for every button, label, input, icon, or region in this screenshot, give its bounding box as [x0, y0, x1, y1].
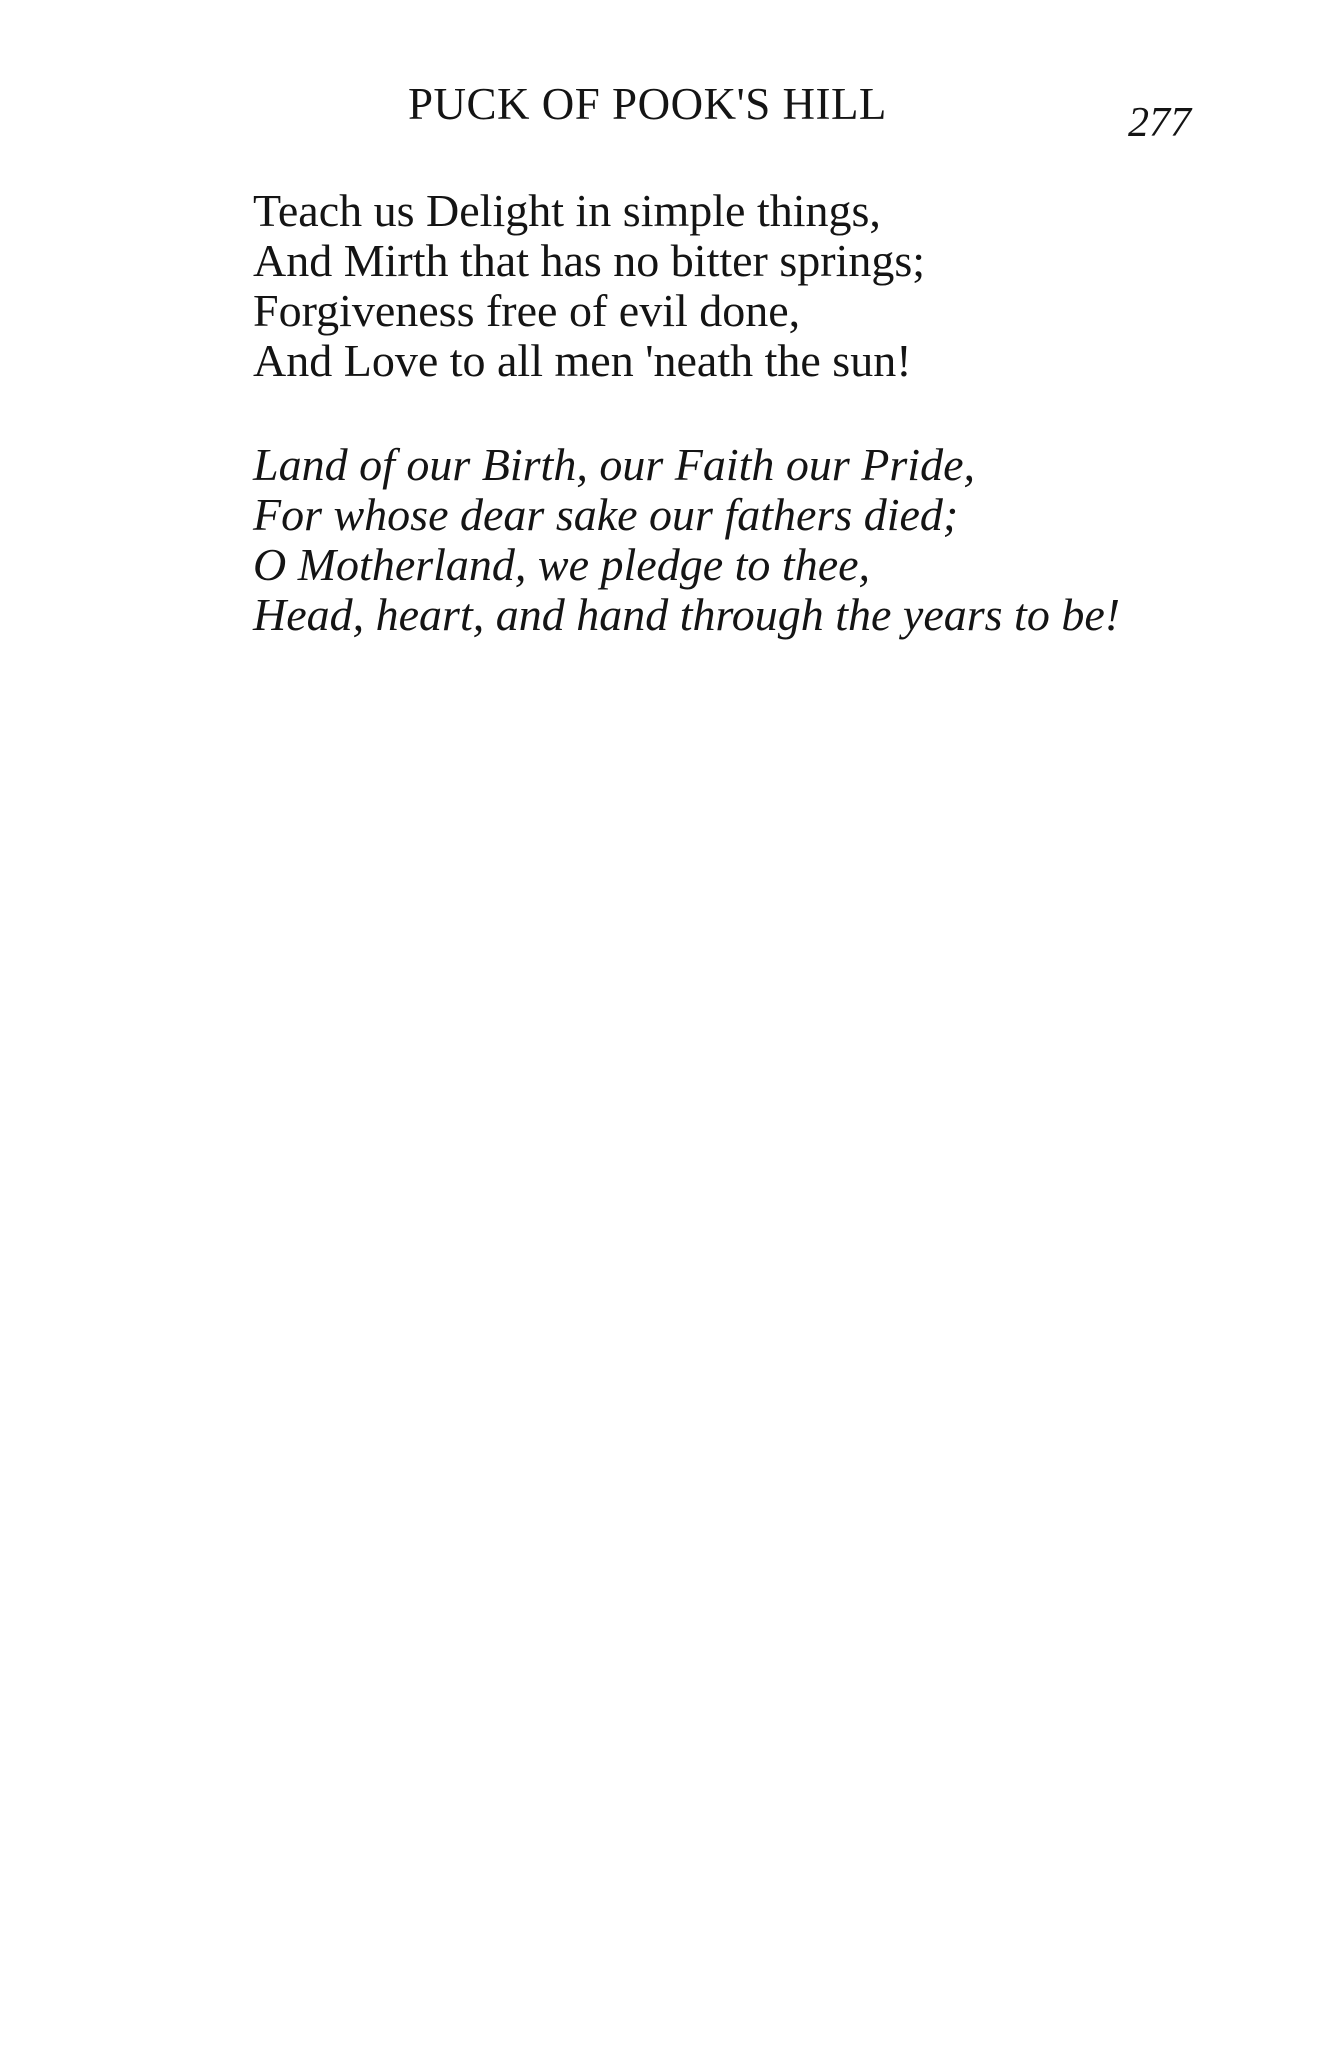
running-title: PUCK OF POOK'S HILL [408, 79, 887, 129]
verse-line: Teach us Delight in simple things, [253, 185, 881, 236]
page-number: 277 [1128, 100, 1191, 146]
verse-line: Land of our Birth, our Faith our Pride, [253, 439, 975, 490]
verse-line: And Mirth that has no bitter springs; [253, 235, 926, 286]
verse-line: And Love to all men 'neath the sun! [253, 335, 912, 386]
stanza-1 [253, 186, 925, 386]
stanza-2-italic [253, 440, 1120, 640]
verse-line: O Motherland, we pledge to thee, [253, 539, 871, 590]
verse-line: Forgiveness free of evil done, [253, 285, 801, 336]
verse-line: Head, heart, and hand through the years to be! [253, 589, 1121, 640]
verse-line: For whose dear sake our fathers died; [253, 489, 959, 540]
